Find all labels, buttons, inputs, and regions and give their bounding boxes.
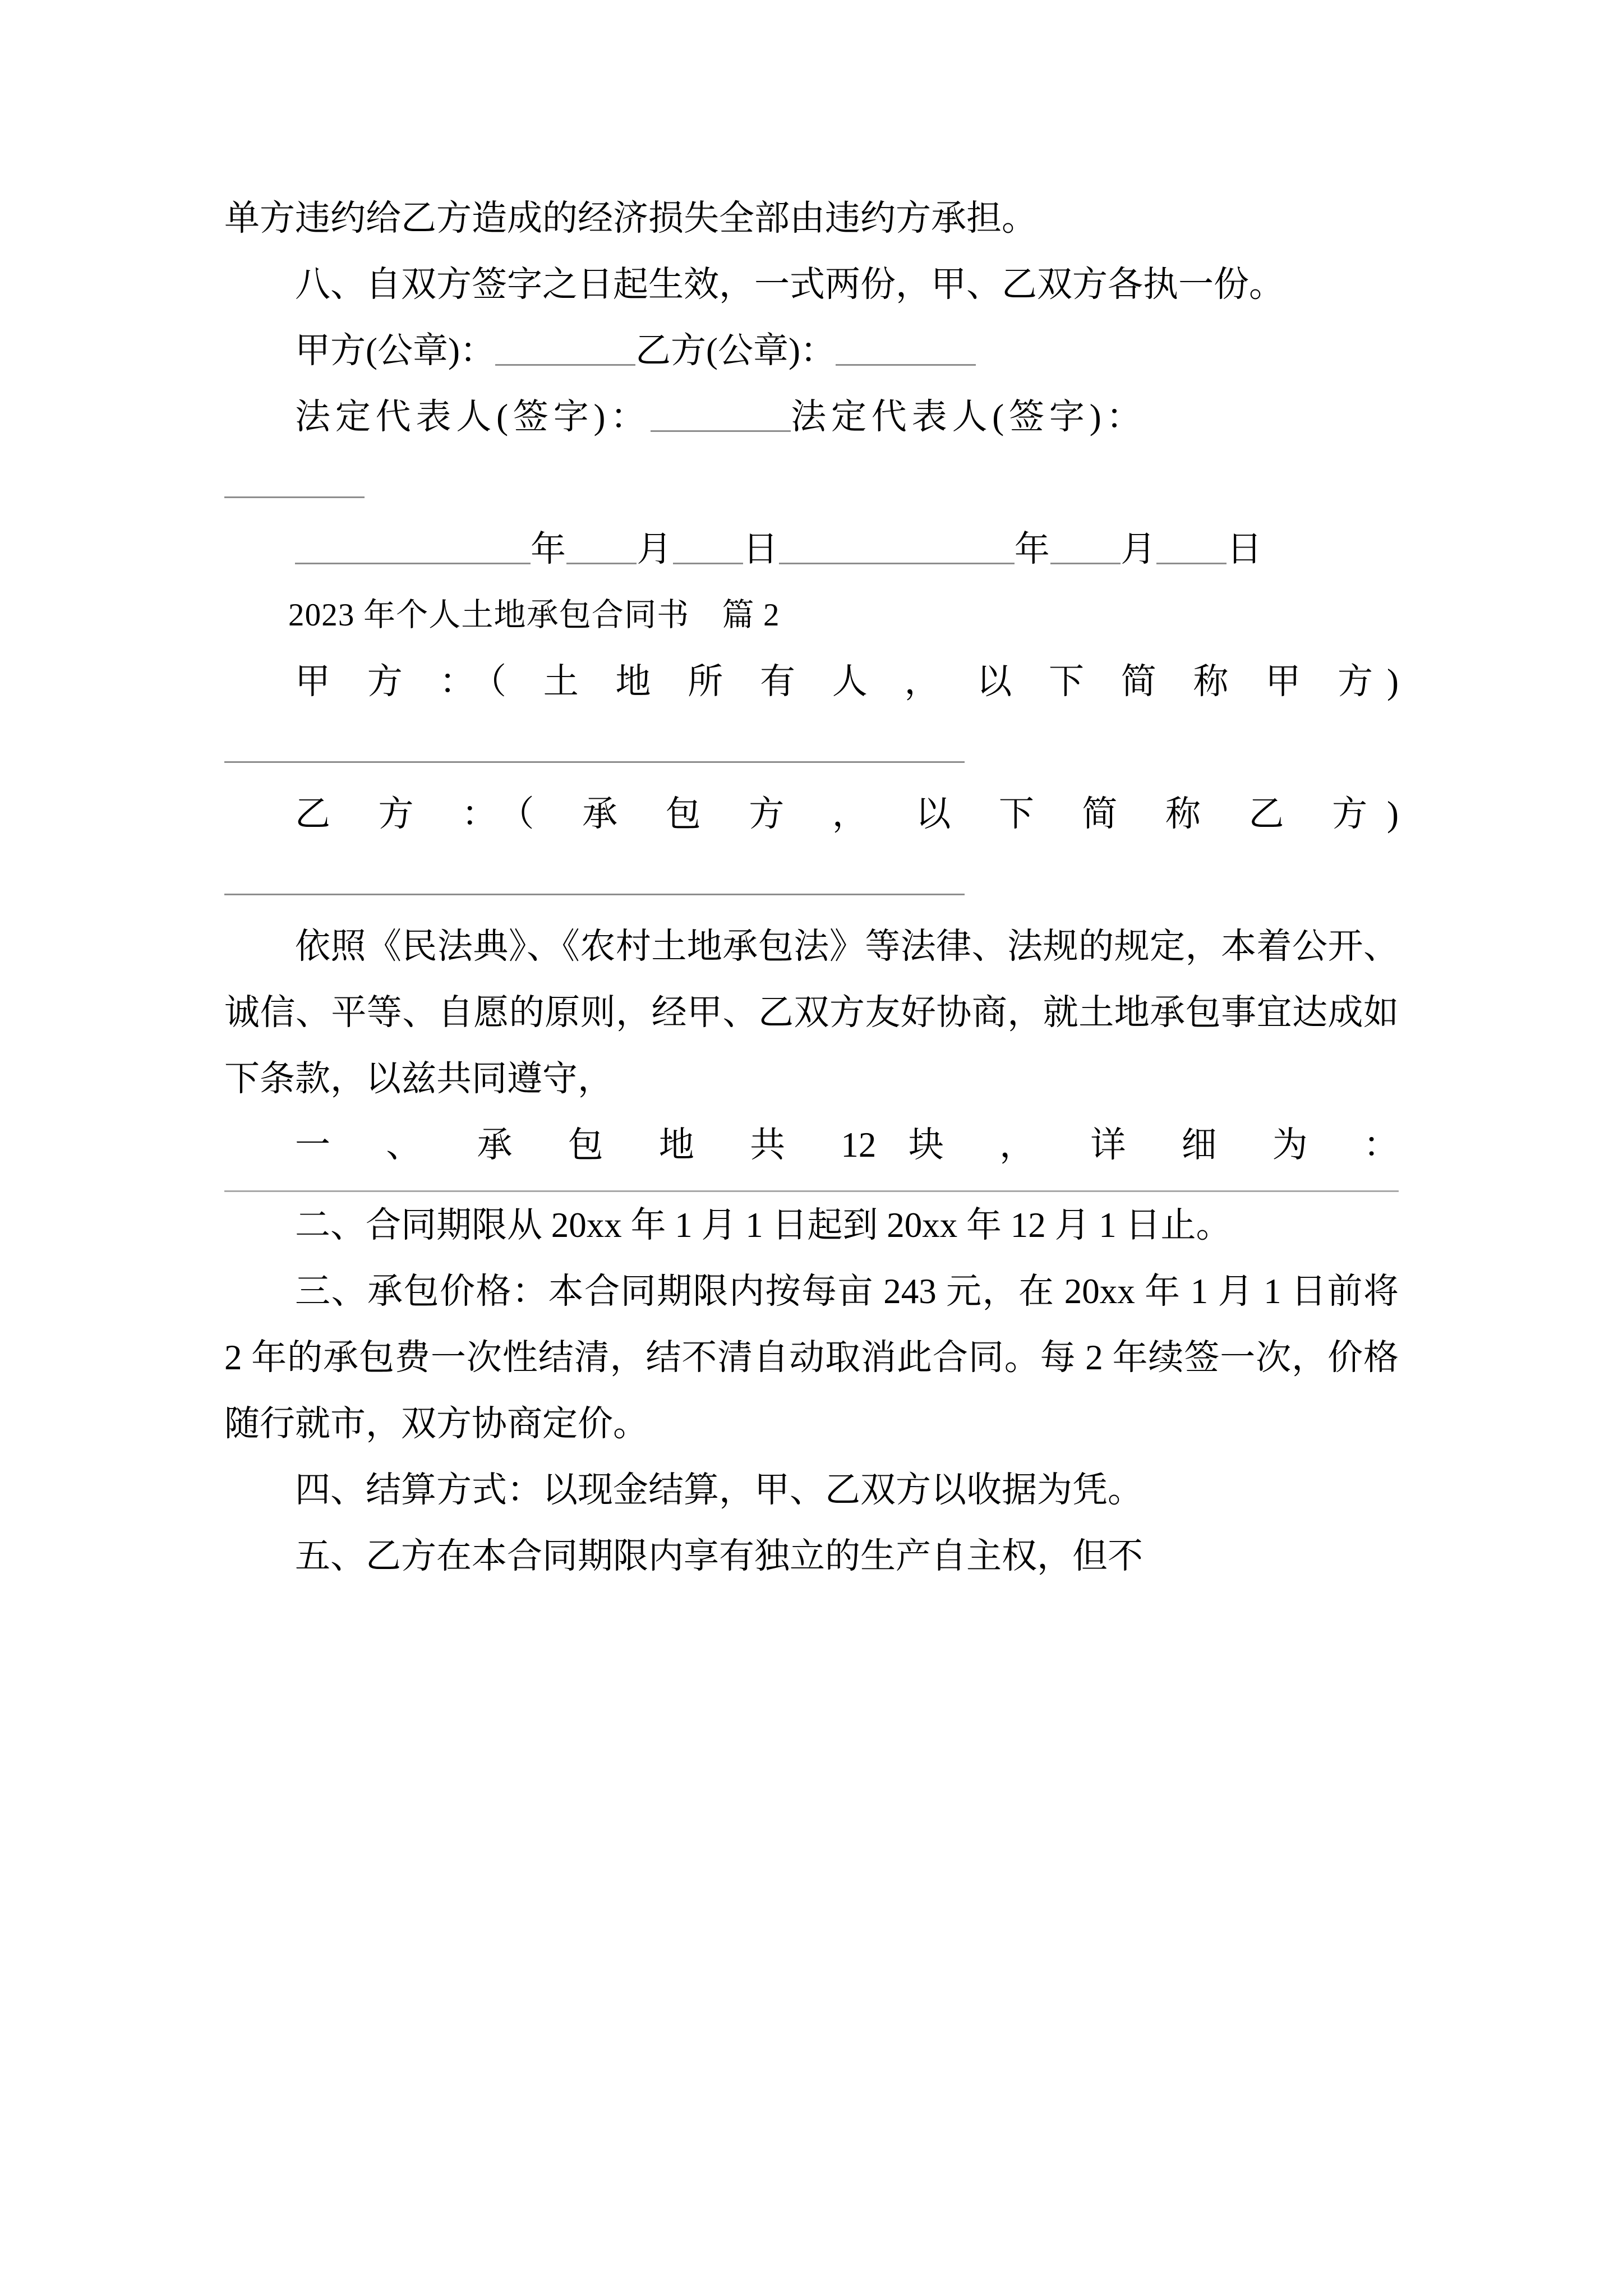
party-a-name-blank[interactable] [224,731,965,763]
date-b-day-blank[interactable] [1156,532,1227,564]
party-a-label: 甲 方 ：（ 土 地 所 有 人 ， 以 下 简 称 甲 方) [295,662,1399,701]
clause-two-term: 二、合同期限从 20xx 年 1 月 1 日起到 20xx 年 12 月 1 日止。 [295,1205,1232,1245]
date-b-year-blank[interactable] [779,532,1015,564]
document-body [224,185,1399,1589]
party-b-line [224,781,1399,913]
party-b-seal-label: 乙方(公章)： [635,331,836,370]
preamble-paragraph: 依照《民法典》、《农村土地承包法》等法律、法规的规定，本着公开、诚信、平等、自愿的原则，经甲、乙双方友好协商，就土地承包事宜达成如下条款，以兹共同遵守， [224,927,1399,1098]
party-a-seal-blank[interactable] [495,334,635,366]
section-title: 2023 年个人土地承包合同书 篇 2 [288,597,780,633]
date-a-day-label: 日 [743,530,779,569]
signature-legal-rep-row [224,384,1399,450]
legal-rep-a-label: 法定代表人(签字)： [295,397,651,436]
clause-one-parcel-count: 一 、 承 包 地 共 12 块 ， 详 细 为 ： [295,1125,1399,1165]
signature-seal-row [224,318,1399,384]
date-a-month-blank[interactable] [566,532,637,564]
date-b-month-blank[interactable] [1050,532,1121,564]
signature-date-row [224,516,1399,582]
clause-four-settlement: 四、结算方式：以现金结算，甲、乙双方以收据为凭。 [295,1470,1143,1510]
legal-rep-a-blank[interactable] [651,400,791,432]
date-a-month-label: 月 [637,530,673,569]
paragraph-breach-liability: 单方违约给乙方造成的经济损失全部由违约方承担。 [224,199,1037,238]
party-b-name-blank[interactable] [224,863,965,895]
party-a-line [224,648,1399,781]
paragraph-article-eight: 八、自双方签字之日起生效，一式两份，甲、乙双方各执一份。 [295,265,1284,304]
date-a-day-blank[interactable] [673,532,743,564]
date-b-day-label: 日 [1227,530,1263,569]
party-a-seal-label: 甲方(公章)： [295,331,495,370]
clause-three-price: 三、承包价格：本合同期限内按每亩 243 元，在 20xx 年 1 月 1 日前将 2 年的承包费一次性结清，结不清自动取消此合同。每 2 年续签一次，价格随行就市，双方协商定价。 [224,1272,1399,1443]
clause-one-fill-rule[interactable] [224,1185,1399,1192]
legal-rep-b-blank[interactable] [224,466,365,498]
party-b-seal-blank[interactable] [836,334,976,366]
date-b-year-label: 年 [1014,530,1051,569]
clause-five-autonomy: 五、乙方在本合同期限内享有独立的生产自主权，但不 [295,1536,1143,1576]
date-a-year-blank[interactable] [295,532,531,564]
legal-rep-b-blank-row [224,450,1399,516]
party-b-label: 乙 方 ：（ 承 包 方 ， 以 下 简 称 乙 方) [295,794,1399,834]
legal-rep-b-label: 法定代表人(签字)： [791,397,1147,436]
date-b-month-label: 月 [1121,530,1157,569]
date-a-year-label: 年 [531,530,567,569]
